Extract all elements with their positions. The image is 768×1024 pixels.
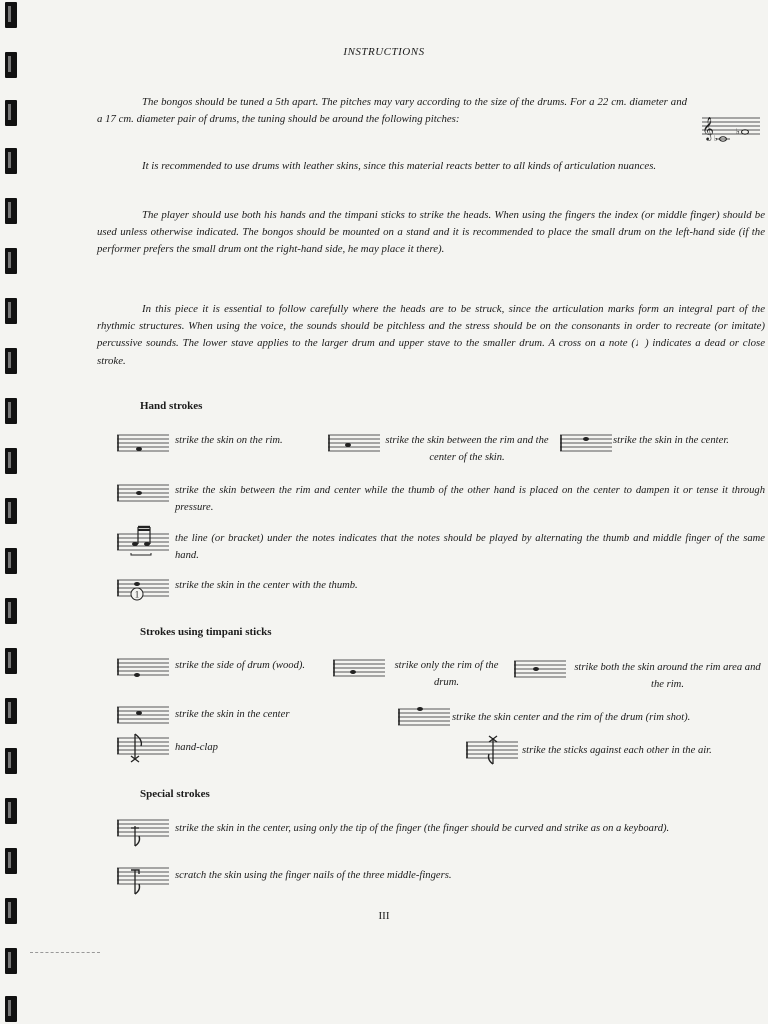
label-handclap: hand-clap (175, 742, 218, 753)
staff-rim-only-icon (333, 657, 385, 679)
label-alternate: the line (or bracket) under the notes indicates that the notes should be played by alternating the thumb and middle finger of the same hand. (175, 533, 765, 561)
label-stick-center: strike the skin in the center (175, 709, 290, 720)
binding-hole (5, 598, 17, 624)
paragraph-articulation-end: ) indicates a dead or close stroke. (97, 337, 765, 367)
binding-hole (5, 2, 17, 28)
staff-sticks-air-icon (466, 734, 518, 768)
tuning-pitches-notation (700, 112, 762, 142)
binding-hole (5, 848, 17, 874)
binding-hole (5, 698, 17, 724)
staff-side-icon (117, 656, 169, 678)
binding-hole (5, 100, 17, 126)
label-scratch: scratch the skin using the finger nails of the three middle-fingers. (175, 870, 452, 881)
binding-hole (5, 996, 17, 1022)
label-between: strike the skin between the rim and the center of the skin. (385, 435, 549, 463)
section-hand-strokes: Hand strokes (140, 400, 203, 412)
staff-both-icon (514, 658, 566, 680)
label-dampen: strike the skin between the rim and center while the thumb of the other hand is placed on the center to dampen it or tense it through pressure. (175, 485, 765, 513)
paragraph-articulation-text: In this piece it is essential to follow carefully where the heads are to be struck, since the articulation marks form an integral part of the rhythmic structures. When using the voice, the sounds should be pitchless and the stress should be on the consonants in order to recreate (or imitate) percussive sounds. The lower stave applies to the larger drum and upper stave to the smaller drum. A cross on a note ( (97, 303, 765, 350)
binding-hole (5, 498, 17, 524)
svg-text:♭: ♭ (736, 127, 740, 136)
binding-hole (5, 348, 17, 374)
label-side: strike the side of drum (wood). (175, 660, 306, 671)
scan-artifact-line (30, 952, 100, 953)
staff-dampen-icon (117, 482, 169, 504)
cross-note-icon: ♩ (634, 337, 646, 350)
section-special-strokes: Special strokes (140, 788, 210, 800)
paragraph-leather-text: It is recommended to use drums with leather skins, since this material reacts better to all kinds of articulation nuances. (142, 160, 657, 172)
binding-hole (5, 198, 17, 224)
paragraph-leather (97, 158, 765, 175)
label-thumb: strike the skin in the center with the thumb. (175, 580, 358, 591)
staff-rimshot-icon (398, 706, 450, 728)
label-sticks-air: strike the sticks against each other in the air. (522, 745, 712, 756)
paragraph-articulation (97, 301, 765, 370)
binding-hole (5, 748, 17, 774)
page-title: INSTRUCTIONS (343, 46, 425, 58)
paragraph-hands-sticks-text: The player should use both his hands and the timpani sticks to strike the heads. When using the fingers the index (or middle finger) should be used unless otherwise indicated. The bongos should be mounted on a stand and it is recommended to place the small drum on the left-hand side (if the performer prefers the small drum ont the right-hand side, he may place it there). (97, 209, 765, 256)
label-rimshot: strike the skin center and the rim of the drum (rim shot). (452, 712, 691, 723)
label-rim: strike the skin on the rim. (175, 435, 283, 446)
binding-hole (5, 298, 17, 324)
binding-hole (5, 648, 17, 674)
paragraph-tuning-text: The bongos should be tuned a 5th apart. The pitches may vary according to the size of the drums. For a 22 cm. diameter and a 17 cm. diameter pair of drums, the tuning should be around the following pitches: (97, 96, 687, 126)
paragraph-hands-sticks (97, 207, 765, 259)
label-center: strike the skin in the center. (613, 435, 729, 446)
staff-stick-center-icon (117, 704, 169, 726)
thumb-mark: 1 (134, 589, 140, 600)
staff-between-icon (328, 432, 380, 454)
binding-hole (5, 248, 17, 274)
binding-hole (5, 448, 17, 474)
binding-hole (5, 548, 17, 574)
staff-thumb-icon (117, 577, 169, 603)
binding-hole (5, 398, 17, 424)
svg-text:♭: ♭ (714, 134, 718, 142)
label-fingertip: strike the skin in the center, using only the tip of the finger (the finger should be curved and strike as on a keyboard). (175, 823, 670, 834)
staff-scratch-icon (117, 864, 169, 896)
staff-fingertip-icon (117, 816, 169, 848)
staff-handclap-icon (117, 732, 169, 764)
spiral-binding (0, 0, 26, 1024)
svg-text:𝄞: 𝄞 (702, 116, 714, 140)
binding-hole (5, 148, 17, 174)
staff-center-icon (560, 432, 612, 454)
page-number: III (378, 910, 390, 922)
label-both: strike both the skin around the rim area and the rim. (574, 662, 761, 690)
binding-hole (5, 798, 17, 824)
section-stick-strokes: Strokes using timpani sticks (140, 626, 272, 638)
paragraph-tuning (97, 94, 687, 128)
binding-hole (5, 948, 17, 974)
label-rim-only: strike only the rim of the drum. (394, 660, 499, 688)
staff-rim-icon (117, 432, 169, 454)
staff-alternate-icon (117, 524, 169, 556)
